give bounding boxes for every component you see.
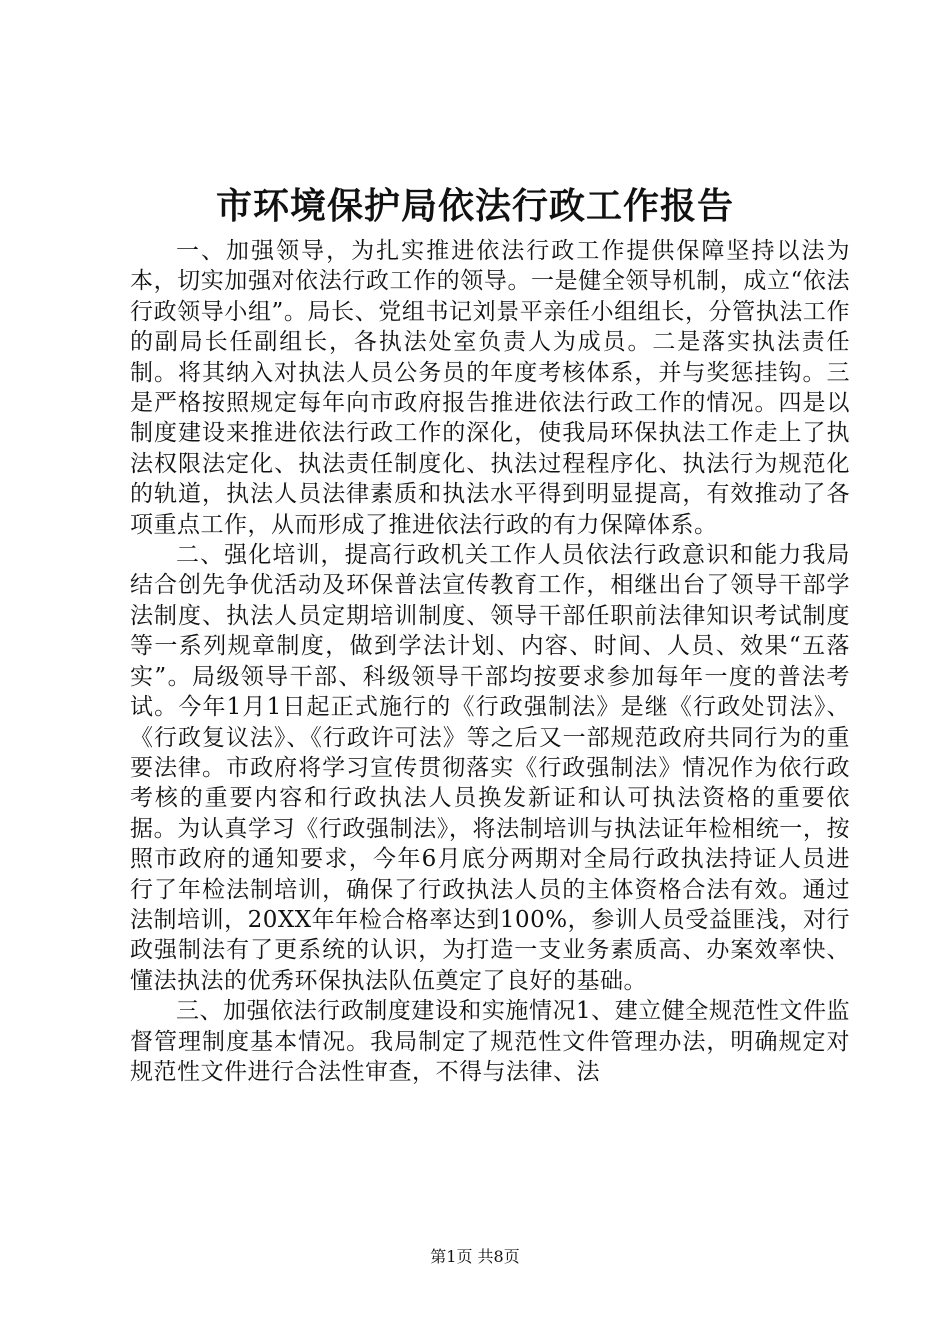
- paragraph-1: 一、加强领导，为扎实推进依法行政工作提供保障坚持以法为本，切实加强对依法行政工作的领导。一是健全领导机制，成立“依法行政领导小组”。局长、党组书记刘景平亲任小组组长，分管执法工作的副局长任副组长，各执法处室负责人为成员。二是落实执法责任制。将其纳入对执法人员公务员的年度考核体系，并与奖惩挂钩。三是严格按照规定每年向市政府报告推进依法行政工作的情况。四是以制度建设来推进依法行政工作的深化，使我局环保执法工作走上了执法权限法定化、执法责任制度化、执法过程程序化、执法行为规范化的轨道，执法人员法律素质和执法水平得到明显提高，有效推动了各项重点工作，从而形成了推进依法行政的有力保障体系。: [130, 238, 850, 538]
- page-footer: 第1页 共8页: [430, 1247, 520, 1266]
- paragraph-3: 三、加强依法行政制度建设和实施情况1、建立健全规范性文件监督管理制度基本情况。我局制定了规范性文件管理办法，明确规定对规范性文件进行合法性审查，不得与法律、法: [130, 998, 850, 1085]
- paragraph-2: 二、强化培训，提高行政机关工作人员依法行政意识和能力我局结合创先争优活动及环保普法宣传教育工作，相继出台了领导干部学法制度、执法人员定期培训制度、领导干部任职前法律知识考试制度等一系列规章制度，做到学法计划、内容、时间、人员、效果“五落实”。局级领导干部、科级领导干部均按要求参加每年一度的普法考试。今年1月1日起正式施行的《行政强制法》是继《行政处罚法》、《行政复议法》、《行政许可法》等之后又一部规范政府共同行为的重要法律。市政府将学习宣传贯彻落实《行政强制法》情况作为依行政考核的重要内容和行政执法人员换发新证和认可执法资格的重要依据。为认真学习《行政强制法》，将法制培训与执法证年检相统一，按照市政府的通知要求，今年6月底分两期对全局行政执法持证人员进行了年检法制培训，确保了行政执法人员的主体资格合法有效。通过法制培训，20XX年年检合格率达到100%，参训人员受益匪浅，对行政强制法有了更系统的认识，为打造一支业务素质高、办案效率快、懂法执法的优秀环保执法队伍奠定了良好的基础。: [130, 542, 850, 994]
- document-body: [130, 236, 850, 1087]
- document-title: 市环境保护局依法行政工作报告: [215, 185, 734, 227]
